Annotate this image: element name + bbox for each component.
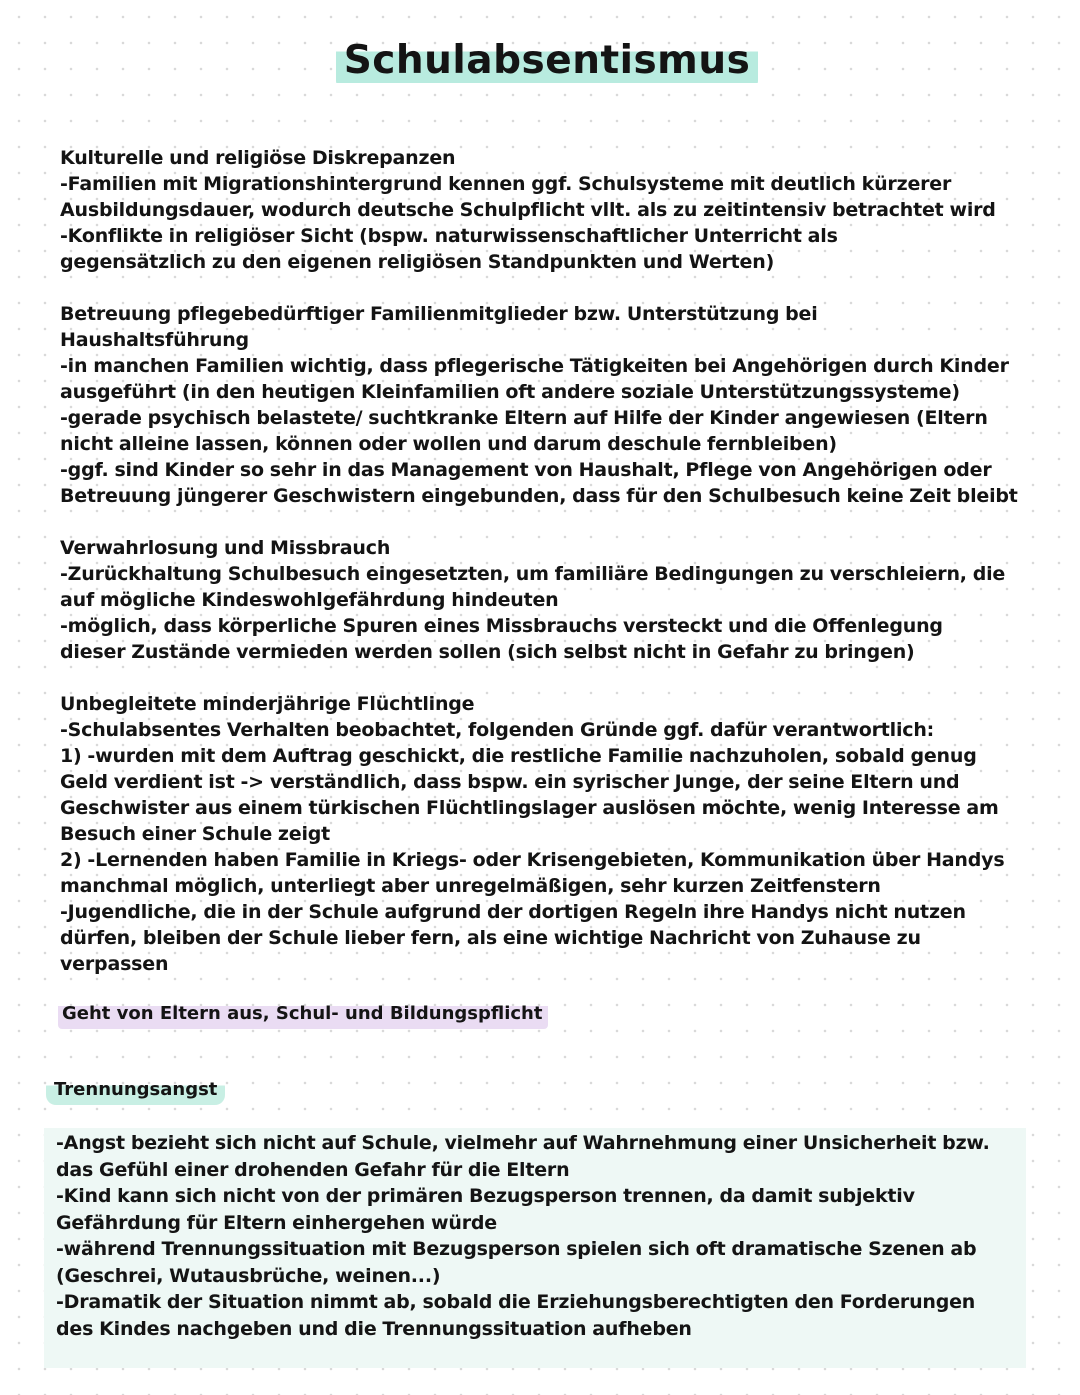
note-line: ausgeführt (in den heutigen Kleinfamilien oft andere soziale Unterstützungssysteme) [60,381,960,403]
section-heading-cont: Haushaltsführung [60,329,249,351]
note-line: -während Trennungssituation mit Bezugsperson spielen sich oft dramatische Szenen ab [56,1238,977,1260]
note-line: (Geschrei, Wutausbrüche, weinen...) [56,1264,441,1287]
section-heading: Betreuung pflegebedürftiger Familienmitglieder bzw. Unterstützung bei [60,303,818,325]
note-line: verpassen [60,953,169,975]
note-line: Gefährdung für Eltern einhergehen würde [56,1211,497,1234]
note-line: -Schulabsentes Verhalten beobachtet, folgenden Gründe ggf. dafür verantwortlich: [60,719,935,741]
note-line: Geschwister aus einem türkischen Flüchtlingslager auslösen möchte, wenig Interesse am [60,797,999,819]
note-line: -möglich, dass körperliche Spuren eines Missbrauchs versteckt und die Offenlegung [60,615,943,637]
note-line: -gerade psychisch belastete/ suchtkranke Eltern auf Hilfe der Kinder angewiesen (Eltern [60,407,988,429]
note-line: das Gefühl einer drohenden Gefahr für die Eltern [56,1158,570,1181]
section-refugees [60,691,1050,977]
section-neglect [60,535,1050,665]
note-line: Ausbildungsdauer, wodurch deutsche Schulpflicht vllt. als zu zeitintensiv betrachtet wird [60,199,996,221]
section-heading: Verwahrlosung und Missbrauch [60,537,391,559]
notes-content [60,145,1050,1003]
note-line: -Angst bezieht sich nicht auf Schule, vielmehr auf Wahrnehmung einer Unsicherheit bzw. [56,1132,990,1154]
note-line: Besuch einer Schule zeigt [60,823,331,845]
note-line: auf mögliche Kindeswohlgefährdung hindeuten [60,589,559,611]
note-line: gegensätzlich zu den eigenen religiösen Standpunkten und Werten) [60,251,775,273]
note-line: -Dramatik der Situation nimmt ab, sobald die Erziehungsberechtigten den Forderungen [56,1291,976,1313]
note-line: Betreuung jüngerer Geschwistern eingebunden, dass für den Schulbesuch keine Zeit bleibt [60,485,1018,507]
note-line: des Kindes nachgeben und die Trennungssituation aufheben [56,1317,692,1340]
note-line: -ggf. sind Kinder so sehr in das Management von Haushalt, Pflege von Angehörigen oder [60,459,992,481]
note-line: Geld verdient ist -> verständlich, dass bspw. ein syrischer Junge, der seine Eltern und [60,771,960,793]
note-line: -Konflikte in religiöser Sicht (bspw. naturwissenschaftlicher Unterricht als [60,225,838,247]
note-line: -Zurückhaltung Schulbesuch eingesetzten, um familiäre Bedingungen zu verschleiern, die [60,563,1006,585]
section-cultural [60,145,1050,275]
separation-anxiety-box [44,1128,1026,1368]
note-line: 1) -wurden mit dem Auftrag geschickt, die restliche Familie nachzuholen, sobald genug [60,745,977,767]
note-line: -Familien mit Migrationshintergrund kennen ggf. Schulsysteme mit deutlich kürzerer [60,173,952,195]
title-wrapper [0,36,1080,87]
section-heading: Kulturelle und religiöse Diskrepanzen [60,147,456,169]
note-line: 2) -Lernenden haben Familie in Kriegs- oder Krisengebieten, Kommunikation über Handys [60,849,1005,871]
note-line: -Jugendliche, die in der Schule aufgrund der dortigen Regeln ihre Handys nicht nutzen [60,901,966,923]
note-line: nicht alleine lassen, können oder wollen und darum deschule fernbleiben) [60,433,837,455]
note-line: -in manchen Familien wichtig, dass pflegerische Tätigkeiten bei Angehörigen durch Kinder [60,355,1009,377]
note-line: manchmal möglich, unterliegt aber unregelmäßigen, sehr kurzen Zeitfenstern [60,875,881,897]
note-line: dürfen, bleiben der Schule lieber fern, als eine wichtige Nachricht von Zuhause zu [60,927,921,949]
note-line: dieser Zustände vermieden werden sollen (sich selbst nicht in Gefahr zu bringen) [60,641,915,663]
highlight-note: Geht von Eltern aus, Schul- und Bildungspflicht [58,1001,548,1029]
page-title: Schulabsentismus [336,36,759,87]
note-line: -Kind kann sich nicht von der primären Bezugsperson trennen, da damit subjektiv [56,1185,915,1207]
section-heading: Unbegleitete minderjährige Flüchtlinge [60,693,475,715]
section-care [60,301,1050,509]
separation-anxiety-heading: Trennungsangst [46,1077,225,1105]
separation-anxiety-lines [56,1128,1026,1342]
